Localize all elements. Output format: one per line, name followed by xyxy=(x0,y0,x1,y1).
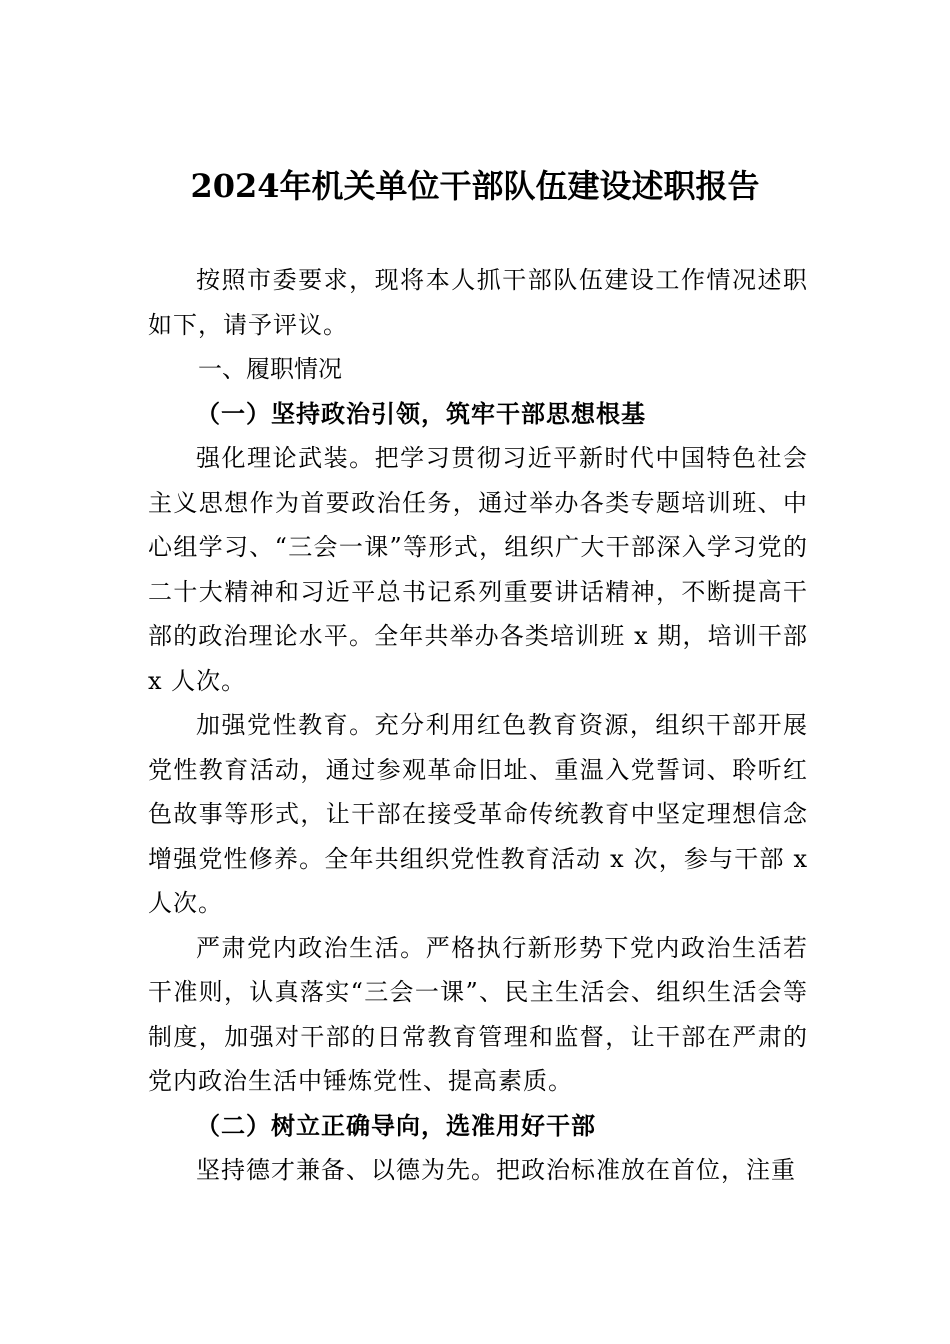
document-body xyxy=(148,258,808,1193)
paragraph-virtue-talent: 坚持德才兼备、以德为先。把政治标准放在首位，注重 xyxy=(196,1156,796,1184)
subsection-heading-2: （二）树立正确导向，选准用好干部 xyxy=(196,1110,596,1140)
subsection-heading-1: （一）坚持政治引领，筑牢干部思想根基 xyxy=(196,398,646,428)
section-heading-1: 一、履职情况 xyxy=(198,355,342,383)
paragraph-theory: 强化理论武装。把学习贯彻习近平新时代中国特色社会主义思想作为首要政治任务，通过举办各类专题培训班、中心组学习、“三会一课”等形式，组织广大干部深入学习党的二十大精神和习近平总书记系列重要讲话精神，不断提高干部的政治理论水平。全年共举办各类培训班 x 期，培训干部 x 人次。 xyxy=(148,444,808,695)
paragraph-political-life: 严肃党内政治生活。严格执行新形势下党内政治生活若干准则，认真落实“三会一课”、民主生活会、组织生活会等制度，加强对干部的日常教育管理和监督，让干部在严肃的党内政治生活中锤炼党性、提高素质。 xyxy=(148,933,808,1095)
intro-paragraph: 按照市委要求，现将本人抓干部队伍建设工作情况述职如下，请予评议。 xyxy=(148,266,808,339)
paragraph-party-education: 加强党性教育。充分利用红色教育资源，组织干部开展党性教育活动，通过参观革命旧址、重温入党誓词、聆听红色故事等形式，让干部在接受革命传统教育中坚定理想信念增强党性修养。全年共组织党性教育活动 x 次，参与干部 x 人次。 xyxy=(148,711,808,917)
document-title: 2024年机关单位干部队伍建设述职报告 xyxy=(190,167,760,205)
